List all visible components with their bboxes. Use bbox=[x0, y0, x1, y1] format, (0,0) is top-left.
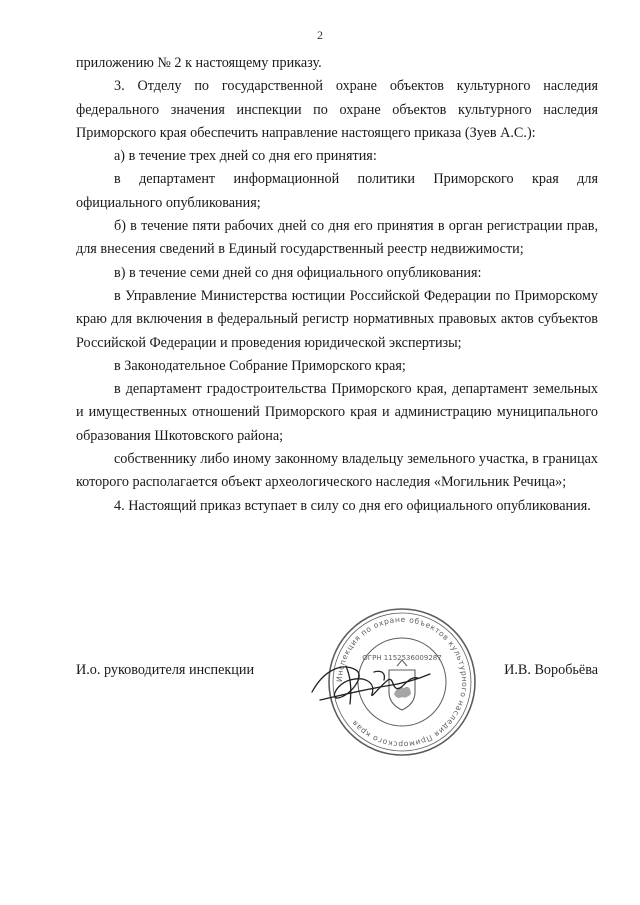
paragraph-info-policy-dept: в департамент информационной политики Приморского края для официального опубликования; bbox=[76, 171, 598, 211]
seal-stamp bbox=[329, 609, 475, 755]
signatory-name: И.В. Воробьёва bbox=[504, 662, 598, 678]
paragraph-item-4: 4. Настоящий приказ вступает в силу со дня его официального опубликования. bbox=[114, 497, 591, 514]
paragraph-legislative-assembly: в Законодательное Собрание Приморского края; bbox=[114, 357, 406, 374]
document-body bbox=[76, 52, 598, 518]
paragraph-subitem-v: в) в течение семи дней со дня официального опубликования: bbox=[114, 264, 482, 281]
paragraph-subitem-a: а) в течение трех дней со дня его принятия: bbox=[114, 148, 377, 165]
paragraph-land-owner: собственнику либо иному законному владельцу земельного участка, в границах которого располагается объект археологического наследия «Могильник Речица»; bbox=[76, 451, 598, 491]
paragraph-urban-planning-dept: в департамент градостроительства Приморского края, департамент земельных и имущественных отношений Приморского края и администрацию муниципального образования Шкотовского района; bbox=[76, 381, 598, 444]
paragraph-continuation: приложению № 2 к настоящему приказу. bbox=[76, 55, 322, 71]
seal-inner-text: ОГРН 1152536009287 bbox=[362, 654, 442, 662]
paragraph-subitem-b: б) в течение пяти рабочих дней со дня его принятия в орган регистрации прав, для внесения сведений в Единый государственный реестр недвижимости; bbox=[76, 218, 598, 258]
signatory-position: И.о. руководителя инспекции bbox=[76, 662, 255, 678]
paragraph-item-3: 3. Отделу по государственной охране объектов культурного наследия федерального значения инспекции по охране объектов культурного наследия Приморского края обеспечить направление настоящего приказа (Зуев А.С.): bbox=[76, 78, 598, 141]
svg-text:Инспекция по охране объектов к bbox=[335, 615, 469, 749]
official-seal bbox=[290, 600, 490, 770]
seal-outer-text: Инспекция по охране объектов культурного наследия Приморского края bbox=[334, 614, 470, 750]
paragraph-ministry-justice: в Управление Министерства юстиции Российской Федерации по Приморскому краю для включения в федеральный регистр нормативных правовых актов субъектов Российской Федерации и проведения юридической экспертизы; bbox=[76, 287, 598, 351]
page-number: 2 bbox=[317, 28, 323, 42]
